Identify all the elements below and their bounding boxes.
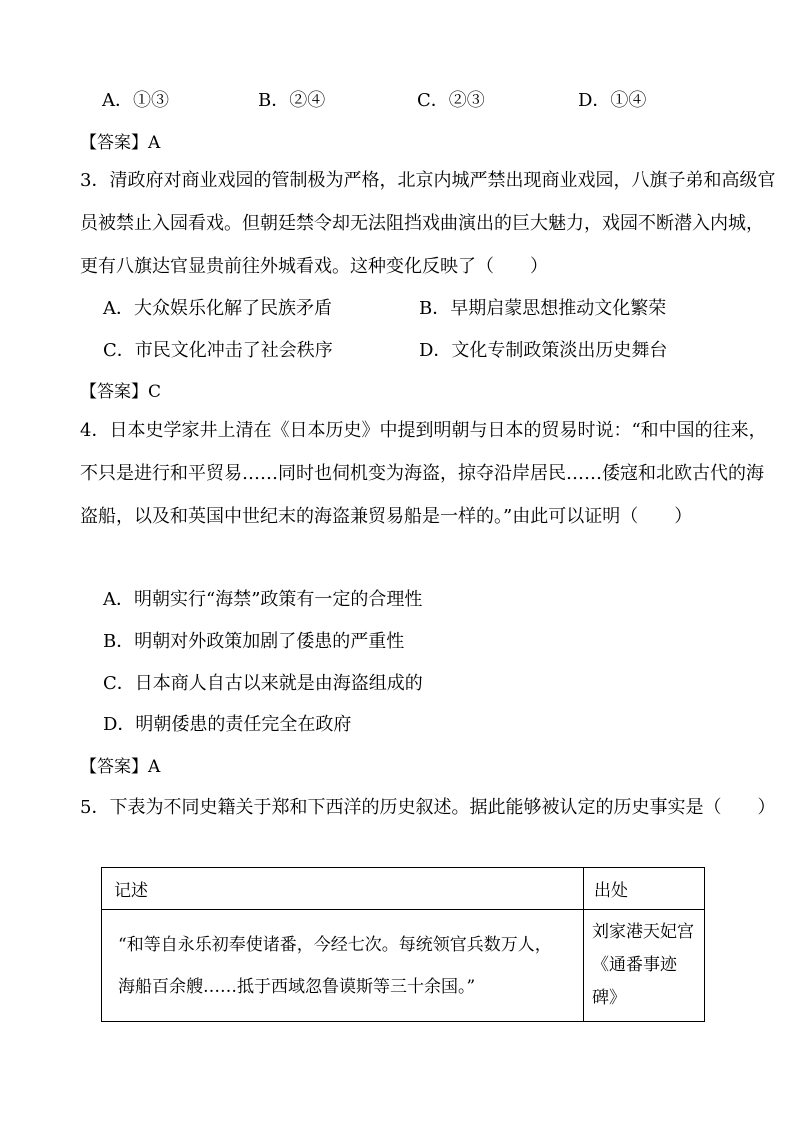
q2-option-a: A．①③: [102, 90, 169, 111]
q5-stem: 5．下表为不同史籍关于郑和下西洋的历史叙述。据此能够被认定的历史事实是（ ）: [80, 797, 776, 818]
table-header-row: [102, 868, 705, 910]
q3-option-d: D．文化专制政策淡出历史舞台: [419, 340, 668, 361]
q4-option-d: D．明朝倭患的责任完全在政府: [103, 714, 352, 735]
q4-stem: 4．日本史学家井上清在《日本历史》中提到明朝与日本的贸易时说：“和中国的往来，不只是进行和平贸易……同时也伺机变为海盗，掠夺沿岸居民……倭寇和北欧古代的海盗船，以及和英国中世纪末的海盗兼贸易船是一样的。”由此可以证明（ ）: [80, 420, 767, 527]
row-narrative: “和等自永乐初奉使诸番，今经七次。每统领官兵数万人，海船百余艘……抵于西域忽鲁谟斯等三十余国。”: [102, 910, 584, 1022]
q2-option-d: D．①④: [578, 90, 647, 111]
q4-option-c: C．日本商人自古以来就是由海盗组成的: [103, 673, 423, 694]
header-source: 出处: [584, 868, 705, 910]
q2-answer: 【答案】A: [80, 133, 161, 153]
q3-stem: 3．清政府对商业戏园的管制极为严格，北京内城严禁出现商业戏园，八旗子弟和高级官员被禁止入园看戏。但朝廷禁令却无法阻挡戏曲演出的巨大魅力，戏园不断潜入内城，更有八旗达官显贵前往外城看戏。这种变化反映了（ ）: [80, 170, 776, 277]
row-source: 刘家港天妃宫《通番事迹碑》: [584, 910, 705, 1022]
header-narrative: 记述: [102, 868, 584, 910]
source-table: [101, 867, 705, 1022]
q4-answer: 【答案】A: [80, 757, 161, 777]
q4-option-a: A．明朝实行“海禁”政策有一定的合理性: [103, 589, 423, 610]
q3-option-b: B．早期启蒙思想推动文化繁荣: [419, 298, 667, 319]
q4-option-b: B．明朝对外政策加剧了倭患的严重性: [103, 631, 405, 652]
q3-option-a: A．大众娱乐化解了民族矛盾: [103, 298, 332, 319]
table-row: [102, 910, 705, 1022]
q3-answer: 【答案】C: [80, 382, 162, 402]
q2-option-b: B．②④: [258, 90, 326, 111]
q2-option-c: C．②③: [417, 90, 485, 111]
q3-option-c: C．市民文化冲击了社会秩序: [103, 340, 333, 361]
